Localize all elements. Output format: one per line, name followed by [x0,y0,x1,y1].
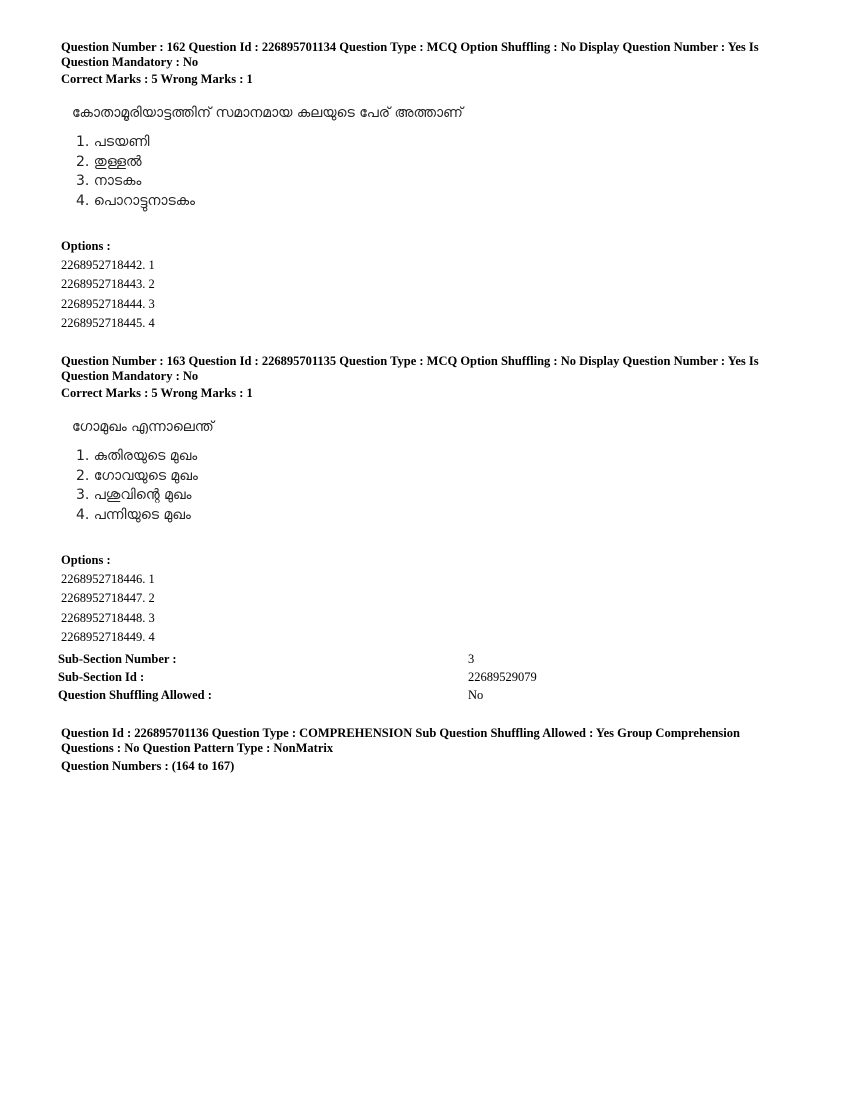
q163-options-label: Options : [61,553,111,567]
comprehension-question-numbers: Question Numbers : (164 to 167) [61,759,235,773]
subsection-shuffle-value: No [468,688,484,702]
q163-header-line2: Question Mandatory : No [61,369,199,383]
q162-option-row: 2268952718445. 4 [61,316,155,330]
q163-choice-list [72,447,214,525]
comprehension-line2: Questions : No Question Pattern Type : NonMatrix [61,741,334,755]
q163-header [61,354,796,401]
q163-header-line1: Question Number : 163 Question Id : 226895701135 Question Type : MCQ Option Shuffling : No Display Question Number : Yes Is [61,354,759,368]
q162-header [61,40,796,87]
q163-option-row: 2268952718449. 4 [61,630,155,644]
q163-option-row: 2268952718447. 2 [61,591,155,605]
q162-choice: 3. നാടകം [76,173,142,189]
subsection-id-label: Sub-Section Id : [58,670,145,684]
q162-option-row: 2268952718444. 3 [61,297,155,311]
q163-choice: 4. പന്നിയുടെ മുഖം [76,506,191,523]
q163-choice: 2. ഗോവയുടെ മുഖം [76,467,198,484]
q163-question-text: ഗോമുഖം എന്നാലെന്ത് [72,419,214,435]
q162-question-text: കോതാമൂരിയാട്ടത്തിന് സമാനമായ കലയുടെ പേര് അത്താണ് [72,105,463,121]
q162-options-label: Options : [61,239,111,253]
q163-choice: 1. കുതിരയുടെ മുഖം [76,448,198,464]
q163-marks: Correct Marks : 5 Wrong Marks : 1 [61,386,253,400]
q162-marks: Correct Marks : 5 Wrong Marks : 1 [61,72,253,86]
comprehension-header [61,726,796,774]
q162-header-line1: Question Number : 162 Question Id : 226895701134 Question Type : MCQ Option Shuffling : No Display Question Number : Yes Is [61,40,759,54]
q162-choice: 2. തുള്ളൽ [76,153,142,170]
subsection-shuffle-label: Question Shuffling Allowed : [58,688,212,702]
comprehension-line1: Question Id : 226895701136 Question Type : COMPREHENSION Sub Question Shuffling Allowed : Yes Group Comprehension [61,726,740,740]
subsection-number-label: Sub-Section Number : [58,652,177,666]
q162-choice: 1. പടയണി [76,134,150,150]
q162-option-row: 2268952718443. 2 [61,277,155,291]
q162-question-image [72,103,463,211]
q162-choice-list [72,133,463,211]
q162-choice: 4. പൊറാട്ടുനാടകം [76,192,195,209]
q162-header-line2: Question Mandatory : No [61,55,199,69]
q163-option-row: 2268952718448. 3 [61,611,155,625]
q162-option-row: 2268952718442. 1 [61,258,155,272]
subsection-id-value: 22689529079 [468,670,537,684]
q163-choice: 3. പശുവിന്റെ മുഖം [76,487,192,503]
q163-question-image [72,417,214,525]
subsection-number-value: 3 [468,652,475,666]
q163-option-row: 2268952718446. 1 [61,572,155,586]
